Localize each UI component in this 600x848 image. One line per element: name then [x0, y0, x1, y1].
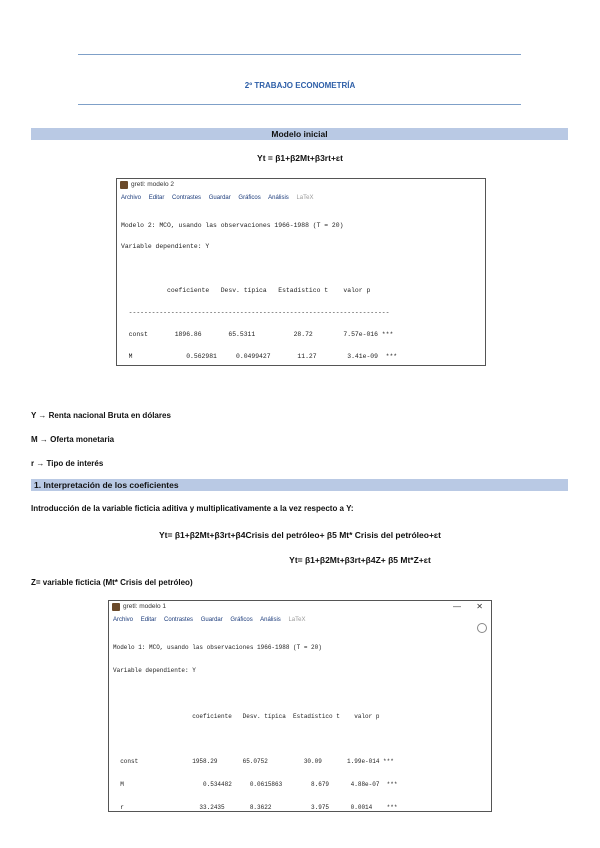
menu-guardar[interactable]: Guardar — [208, 195, 231, 201]
z-definition: Z= variable ficticia (Mt* Crisis del petróleo) — [31, 578, 193, 587]
close-icon[interactable]: ✕ — [476, 602, 483, 611]
menu-archivo[interactable]: Archivo — [113, 617, 134, 623]
output-line: coeficiente Desv. típica Estadístico t valor p — [121, 287, 371, 295]
window-menubar — [117, 193, 485, 203]
title-rule — [78, 104, 521, 105]
document-title: 2º TRABAJO ECONOMETRÍA — [244, 81, 356, 90]
menu-latex[interactable]: LaTeX — [296, 195, 314, 201]
model-output-text — [113, 629, 487, 809]
gretl-app-icon — [112, 603, 120, 611]
output-line: -------------------------------------------------------------------- — [121, 309, 390, 317]
section-heading-initial-model: Modelo inicial — [31, 128, 568, 140]
menu-analisis[interactable]: Análisis — [260, 617, 281, 623]
menu-archivo[interactable]: Archivo — [121, 195, 142, 201]
output-line: const 1958.29 65.0752 30.09 1.99e-014 *** — [113, 758, 394, 766]
definition-r: r → Tipo de interés — [31, 459, 104, 468]
menu-contrastes[interactable]: Contrastes — [172, 195, 202, 201]
top-rule — [78, 54, 521, 55]
output-line: Variable dependiente: Y — [113, 666, 196, 674]
output-line: const 1896.86 65.5311 28.72 7.57e-016 *** — [121, 331, 394, 339]
output-line: coeficiente Desv. típica Estadístico t valor p — [113, 712, 380, 720]
gretl-window-model-1[interactable] — [108, 600, 492, 812]
gretl-window-model-2[interactable] — [116, 178, 486, 366]
minimize-icon[interactable]: — — [453, 602, 461, 611]
section-heading-coefficients: 1. Interpretación de los coeficientes — [31, 479, 568, 491]
menu-graficos[interactable]: Gráficos — [230, 617, 253, 623]
equation-z: Yt= β1+β2Mt+β3rt+β4Z+ β5 Mt*Z+ɛt — [289, 555, 431, 565]
definition-y: Y → Renta nacional Bruta en dólares — [31, 411, 171, 420]
intro-text: Introducción de la variable ficticia aditiva y multiplicativamente a la vez respecto a Y: — [31, 504, 354, 513]
menu-latex[interactable]: LaTeX — [288, 617, 306, 623]
model-output-text — [121, 207, 481, 363]
output-line: M 0.534482 0.0615863 8.679 4.88e-07 *** — [113, 780, 398, 788]
window-menubar — [109, 615, 491, 625]
output-line — [121, 265, 481, 272]
output-line: M 0.562981 0.0499427 11.27 3.41e-09 *** — [121, 352, 398, 360]
menu-contrastes[interactable]: Contrastes — [164, 617, 194, 623]
initial-model-equation: Yt = β1+β2Mt+β3rt+ɛt — [257, 153, 343, 163]
output-line: r 33.2435 8.3622 3.975 0.0014 *** — [113, 803, 398, 809]
output-line: Modelo 2: MCO, usando las observaciones 1966-1988 (T = 20) — [121, 221, 344, 229]
equation-crisis: Yt= β1+β2Mt+β3rt+β4Crisis del petróleo+ β5 Mt* Crisis del petróleo+ɛt — [159, 530, 441, 540]
output-line: Modelo 1: MCO, usando las observaciones 1966-1988 (T = 20) — [113, 644, 322, 652]
output-line: Variable dependiente: Y — [121, 243, 210, 251]
menu-editar[interactable]: Editar — [148, 195, 165, 201]
menu-graficos[interactable]: Gráficos — [238, 195, 261, 201]
output-line — [113, 735, 487, 743]
window-titlebar[interactable] — [109, 601, 491, 613]
menu-guardar[interactable]: Guardar — [200, 617, 223, 623]
menu-analisis[interactable]: Análisis — [268, 195, 289, 201]
definition-m: M → Oferta monetaria — [31, 435, 115, 444]
output-line — [113, 690, 487, 698]
window-titlebar[interactable] — [117, 179, 485, 191]
window-title: gretl: modelo 2 — [131, 181, 174, 188]
gretl-app-icon — [120, 181, 128, 189]
menu-editar[interactable]: Editar — [140, 617, 157, 623]
window-title: gretl: modelo 1 — [123, 603, 166, 610]
